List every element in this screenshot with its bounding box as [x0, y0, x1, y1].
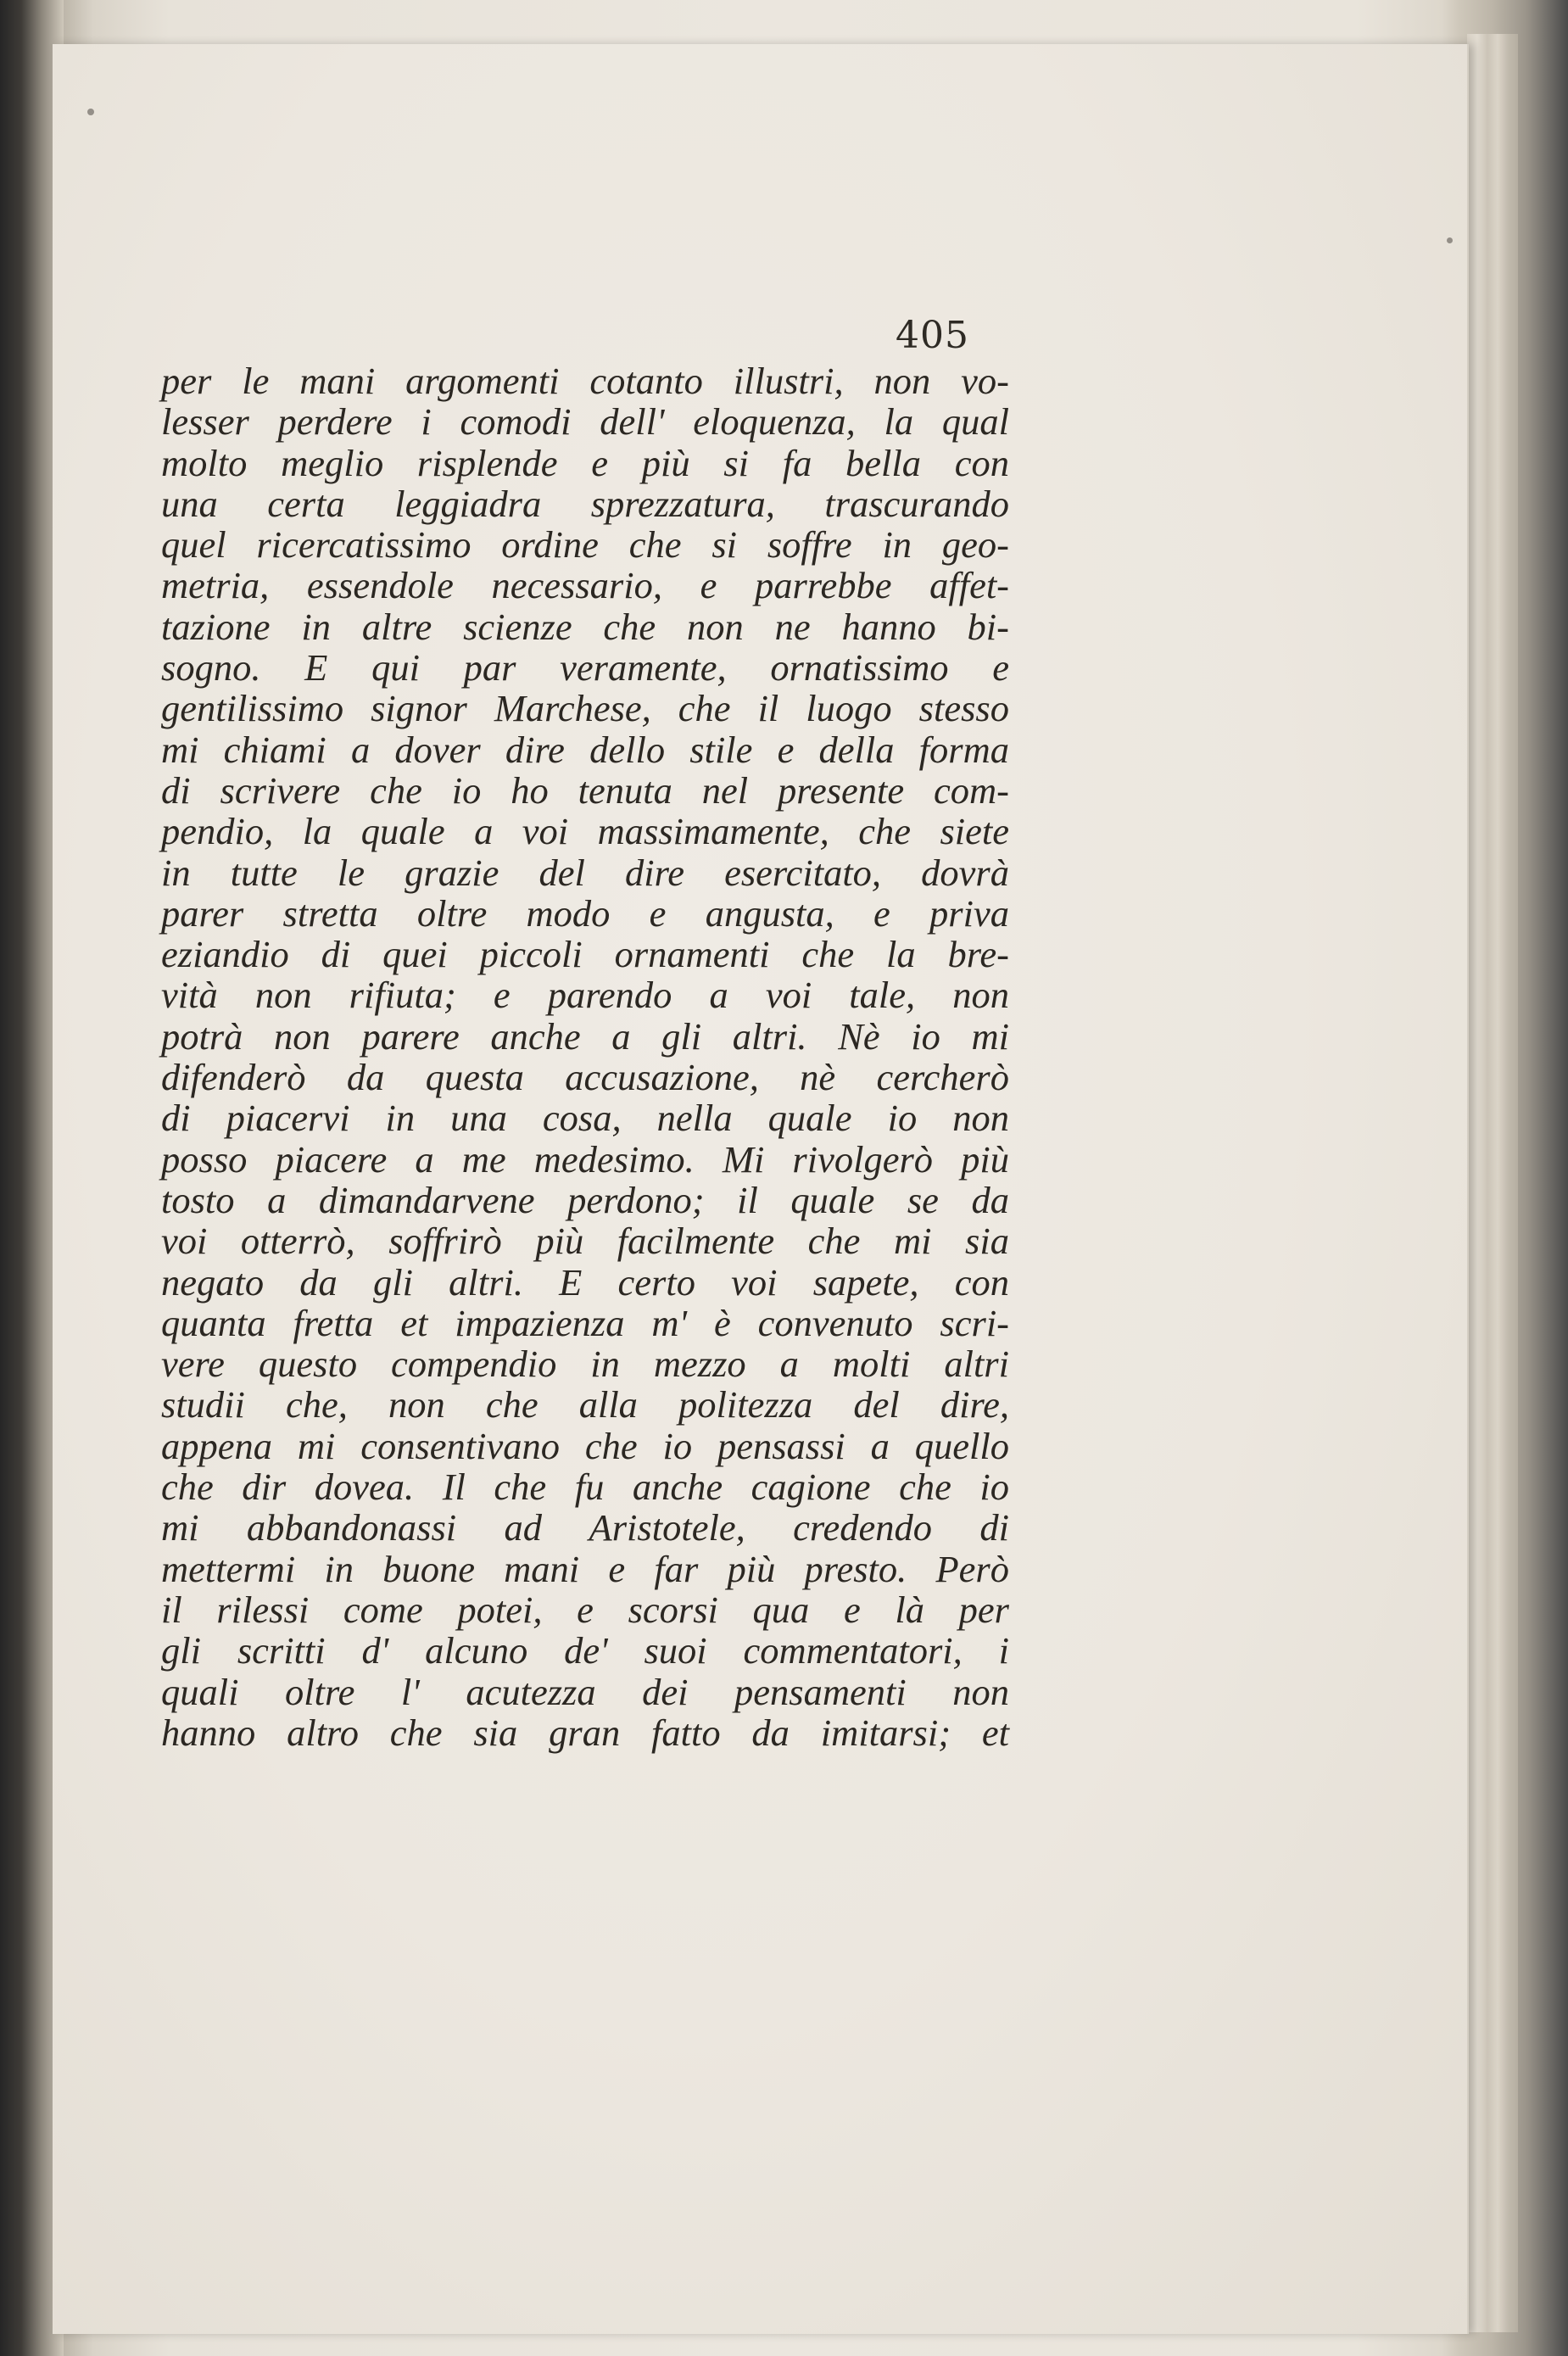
text-line: di piacervi in una cosa, nella quale io non: [161, 1097, 1009, 1140]
text-line: quel ricercatissimo ordine che si soffre in geo-: [161, 523, 1009, 567]
text-line: mi abbandonassi ad Aristotele, credendo di: [161, 1506, 1009, 1549]
text-line: gentilissimo signor Marchese, che il luogo stesso: [161, 687, 1009, 730]
text-line: vità non rifiuta; e parendo a voi tale, non: [161, 974, 1009, 1017]
text-line: mettermi in buone mani e far più presto. Però: [161, 1547, 1009, 1590]
text-line: potrà non parere anche a gli altri. Nè io mi: [161, 1014, 1009, 1058]
text-line: studii che, non che alla politezza del dire,: [161, 1383, 1009, 1426]
text-line: il rilessi come potei, e scorsi qua e là per: [161, 1588, 1009, 1631]
text-line: parer stretta oltre modo e angusta, e priva: [161, 891, 1009, 935]
text-line: quanta fretta et impazienza m' è convenuto scri-: [161, 1301, 1009, 1344]
text-line: per le mani argomenti cotanto illustri, non vo-: [161, 360, 1009, 402]
text-line: vere questo compendio in mezzo a molti altri: [161, 1343, 1009, 1386]
text-line: tosto a dimandarvene perdono; il quale se da: [161, 1178, 1009, 1221]
text-line: quali oltre l' acutezza dei pensamenti non: [161, 1670, 1009, 1713]
text-line: mi chiami a dover dire dello stile e della forma: [161, 728, 1009, 771]
page-number: 405: [896, 314, 969, 357]
text-line: gli scritti d' alcuno de' suoi commentatori, i: [161, 1629, 1009, 1672]
text-line: eziandio di quei piccoli ornamenti che la bre-: [161, 933, 1009, 976]
text-line: posso piacere a me medesimo. Mi rivolgerò più: [161, 1137, 1009, 1181]
text-line: negato da gli altri. E certo voi sapete, con: [161, 1260, 1009, 1304]
text-line: difenderò da questa accusazione, nè cercherò: [161, 1056, 1009, 1099]
text-line: lesser perdere i comodi dell' eloquenza, la qual: [161, 400, 1009, 444]
text-line: che dir dovea. Il che fu anche cagione che io: [161, 1466, 1009, 1509]
text-line: hanno altro che sia gran fatto da imitarsi; et: [161, 1711, 1009, 1754]
text-line: metria, essendole necessario, e parrebbe affet-: [161, 564, 1009, 607]
text-line: voi otterrò, soffrirò più facilmente che mi sia: [161, 1220, 1009, 1263]
paper-speck: [87, 109, 94, 115]
body-text: [161, 360, 1009, 1753]
text-line: appena mi consentivano che io pensassi a quello: [161, 1424, 1009, 1467]
text-line: in tutte le grazie del dire esercitato, dovrà: [161, 851, 1009, 894]
text-line: di scrivere che io ho tenuta nel presente com-: [161, 768, 1009, 812]
page-edges: [1467, 34, 1518, 2332]
text-line: molto meglio risplende e più si fa bella con: [161, 441, 1009, 484]
text-line: sogno. E qui par veramente, ornatissimo e: [161, 646, 1009, 689]
text-line: pendio, la quale a voi massimamente, che siete: [161, 810, 1009, 853]
paper-speck: [1447, 237, 1453, 243]
text-line: una certa leggiadra sprezzatura, trascurando: [161, 482, 1009, 525]
text-line: tazione in altre scienze che non ne hanno bi-: [161, 605, 1009, 648]
